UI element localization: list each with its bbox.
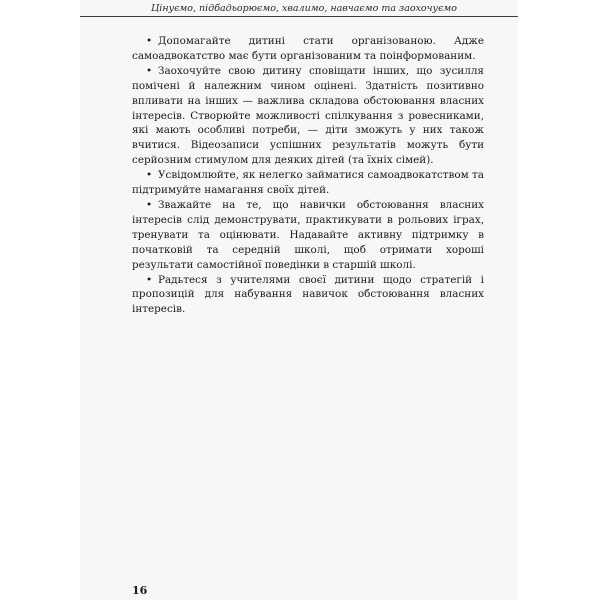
list-item-text: Допомагайте дитині стати організованою. Адже самоадвокатство має бути організованим та поінформованим. [132,35,484,62]
bullet-icon: • [146,198,153,211]
running-header: Цінуємо, підбадьорюємо, хвалимо, навчаємо та заохочуємо [151,3,457,14]
list-item [132,168,484,198]
list-item-text: Зважайте на те, що навички обстоювання власних інтересів слід демонструвати, практикувати в рольових іграх, тренувати та оцінювати. Надавайте активну підтримку в початковій та середній школі, щоб отримати хороші результати самостійної поведінки в старшій школі. [132,198,484,271]
page-number: 16 [132,584,148,597]
list-item-text: Усвідомлюйте, як нелегко займатися самоадвокатством та підтримуйте намагання своїх дітей. [132,169,484,197]
list-item [132,273,484,318]
bullet-icon: • [146,169,153,182]
list-item-text: Заохочуйте свою дитину сповіщати інших, що зусилля помічені й належним чином оцінені. Здатність позитивно впливати на інших — важлива складова обстоювання власних інтересів. Створюйте можливості спілкування з ровесниками, які мають особливі потреби, — діти зможуть у них також вчитися. Відеозаписи успішних результатів можуть бути серйозним стимулом для деяких дітей (та їхніх сімей). [132,64,484,167]
list-item [132,34,484,64]
bullet-icon: • [146,273,153,286]
list-item [132,198,484,273]
list-item [132,64,484,168]
bullet-icon: • [146,64,153,77]
bullet-icon: • [146,35,153,47]
list-item-text: Радьтеся з учителями своєї дитини щодо стратегій і пропозицій для набування навичок обстоювання власних інтересів. [132,273,484,316]
header-rule [80,16,518,17]
body-text [132,34,484,317]
